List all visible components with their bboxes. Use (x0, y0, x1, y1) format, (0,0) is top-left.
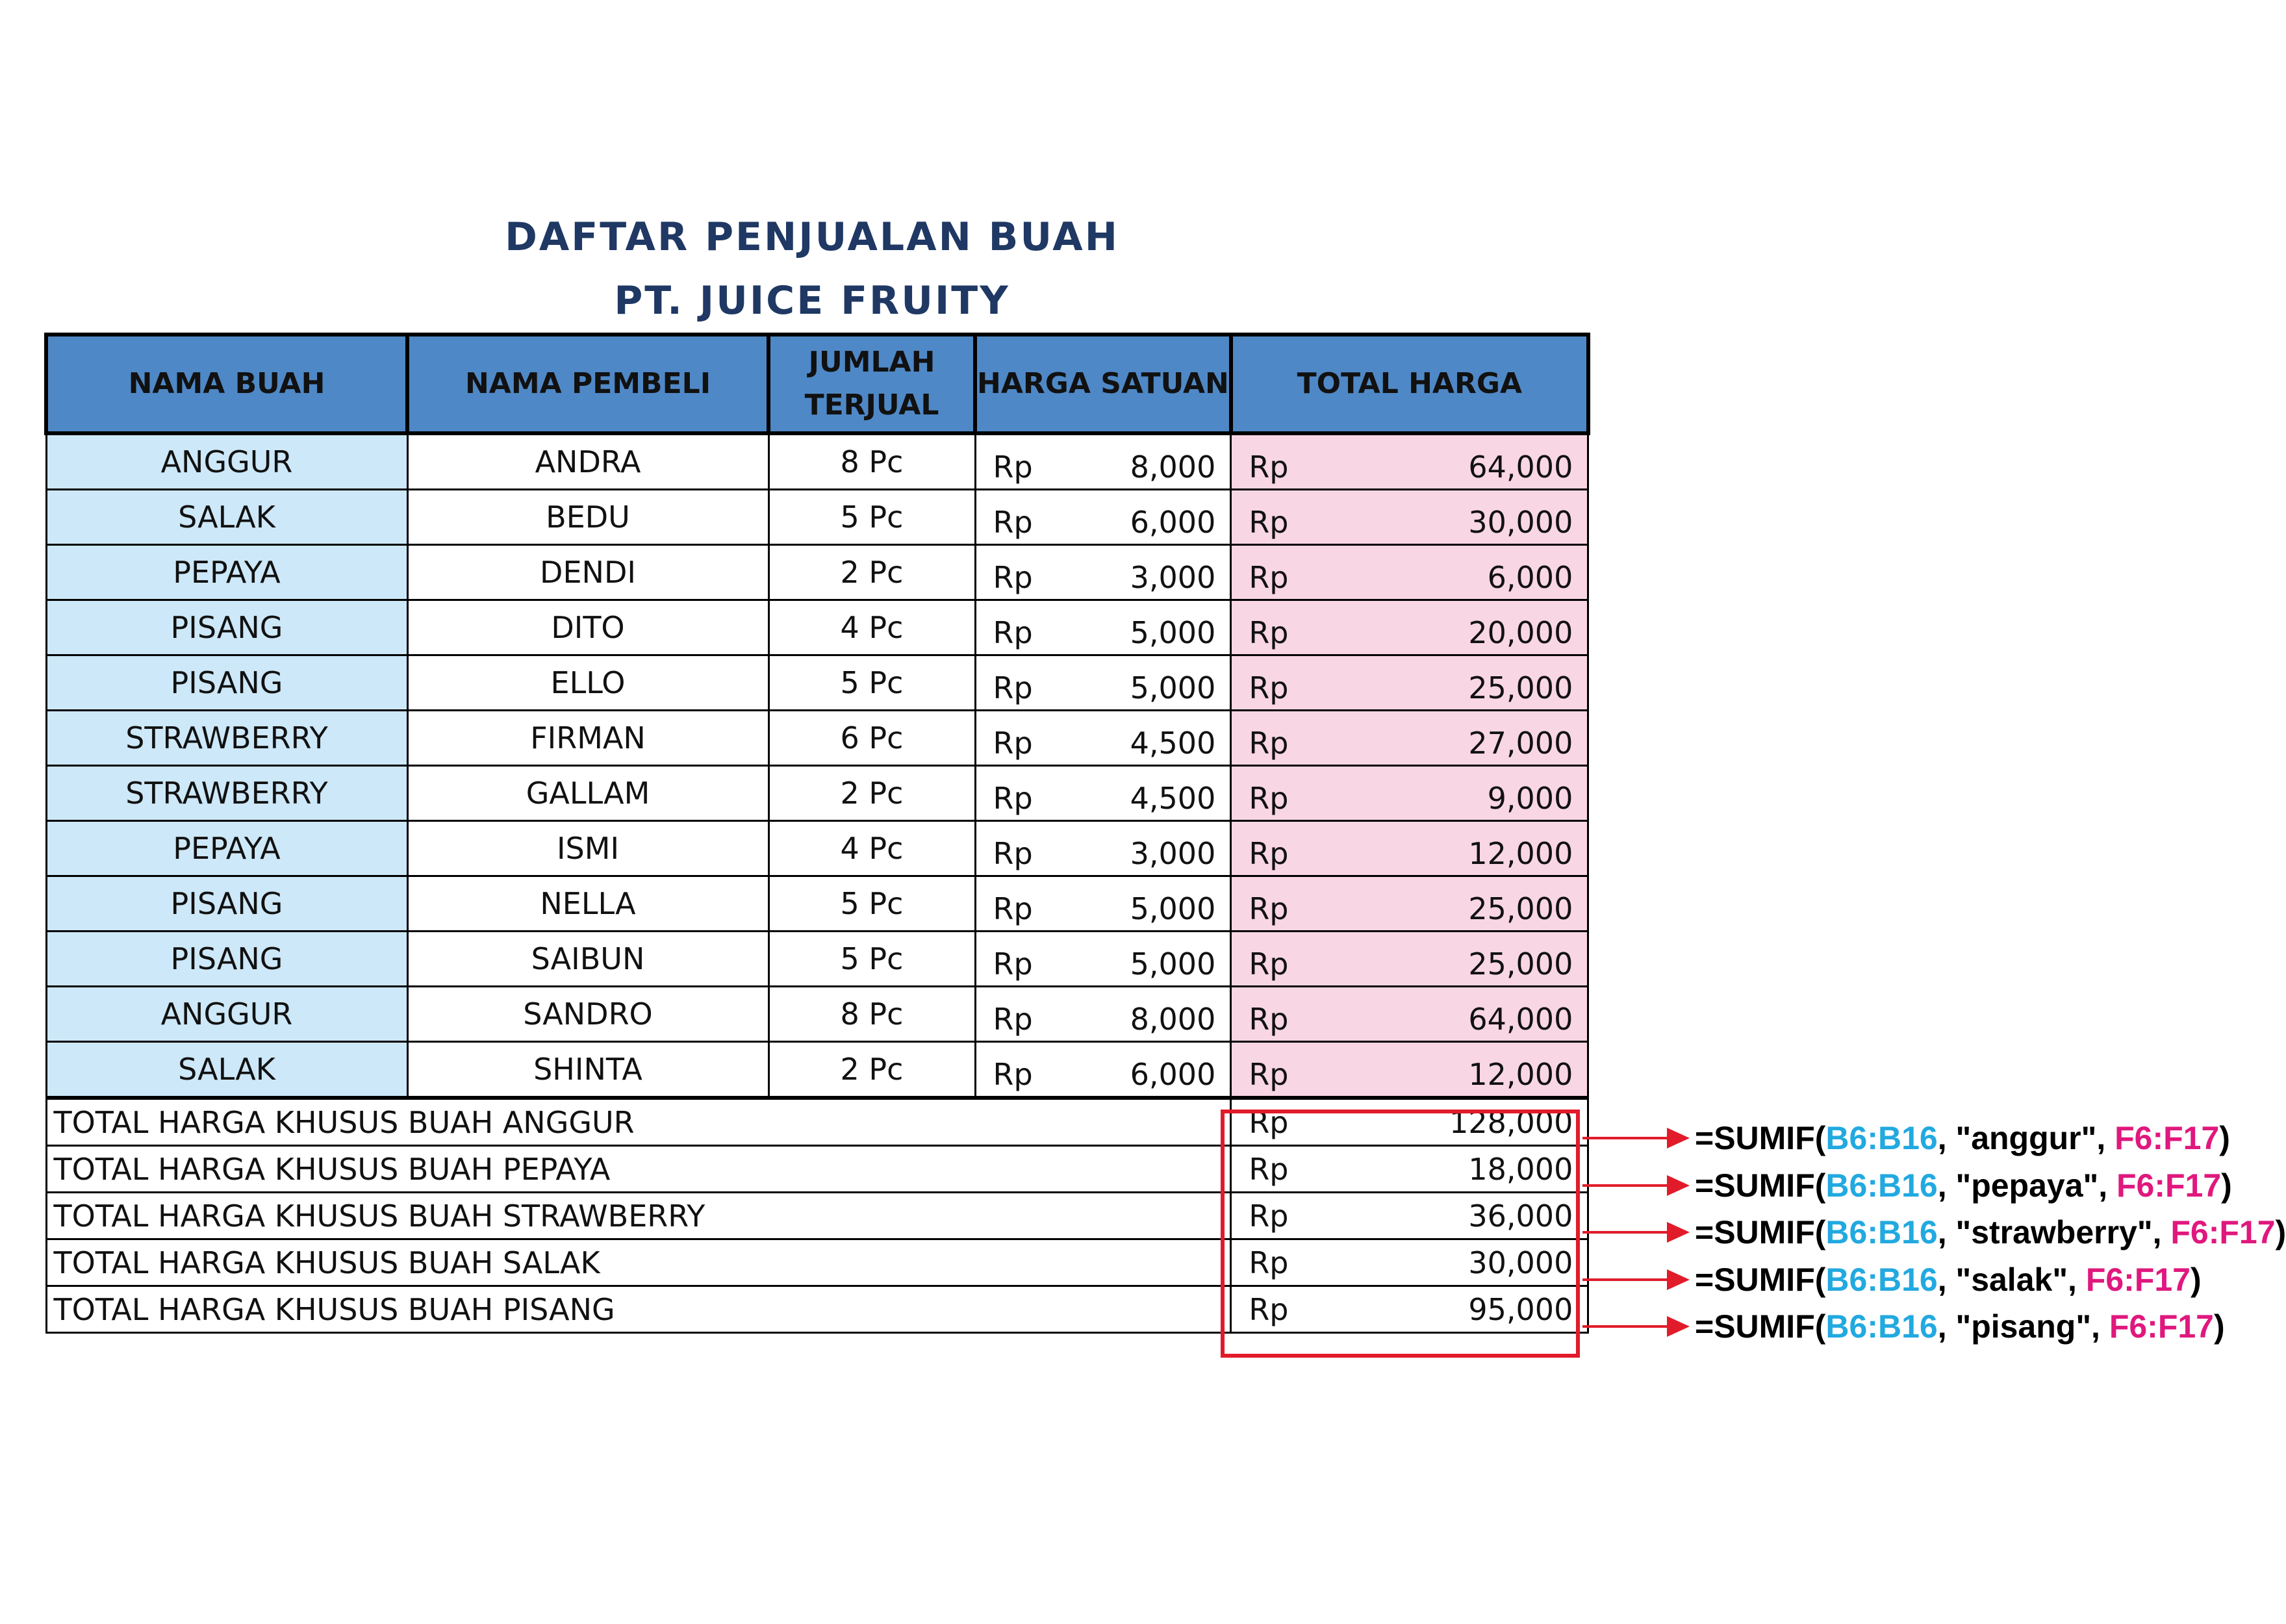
cell-jumlah-terjual[interactable]: 2 Pc (768, 766, 975, 821)
cell-nama-pembeli[interactable]: SANDRO (407, 987, 768, 1042)
currency-label: Rp (1249, 726, 1289, 761)
cell-nama-pembeli[interactable]: ELLO (407, 655, 768, 711)
currency-label: Rp (1249, 1002, 1289, 1037)
cell-harga-satuan[interactable] (975, 876, 1231, 932)
cell-nama-pembeli[interactable]: SAIBUN (407, 932, 768, 987)
currency-label: Rp (993, 891, 1033, 926)
harga-value: 5,000 (1130, 946, 1216, 982)
summary-total[interactable] (1231, 1146, 1588, 1193)
cell-total-harga[interactable] (1231, 821, 1588, 876)
currency-label: Rp (1249, 891, 1289, 926)
harga-value: 5,000 (1130, 891, 1216, 926)
total-value: 12,000 (1468, 1057, 1573, 1092)
criteria-text: , "anggur", (1937, 1120, 2115, 1156)
company-name: PT. JUICE FRUITY (614, 278, 1010, 324)
formula-annotation (1582, 1163, 2232, 1208)
currency-label: Rp (1249, 450, 1289, 485)
header-total-harga[interactable]: TOTAL HARGA (1231, 335, 1588, 433)
sum-range: F6:F17 (2170, 1214, 2276, 1250)
sum-range: F6:F17 (2109, 1308, 2214, 1345)
table-row (46, 711, 1588, 766)
harga-value: 8,000 (1130, 450, 1216, 485)
sheet-title: DAFTAR PENJUALAN BUAH (505, 214, 1119, 260)
total-value: 25,000 (1468, 670, 1573, 705)
header-harga-satuan[interactable]: HARGA SATUAN (975, 335, 1231, 433)
table-row (46, 932, 1588, 987)
header-jumlah-terjual[interactable]: JUMLAH TERJUAL (768, 335, 975, 433)
cell-jumlah-terjual[interactable]: 2 Pc (768, 545, 975, 600)
cell-total-harga[interactable] (1231, 490, 1588, 545)
harga-value: 8,000 (1130, 1002, 1216, 1037)
harga-value: 4,500 (1130, 726, 1216, 761)
cell-total-harga[interactable] (1231, 766, 1588, 821)
criteria-text: , "strawberry", (1937, 1214, 2171, 1250)
formula-annotation (1582, 1115, 2230, 1161)
formula-prefix: =SUMIF( (1695, 1120, 1826, 1156)
currency-label: Rp (993, 1057, 1033, 1092)
cell-harga-satuan[interactable] (975, 766, 1231, 821)
cell-harga-satuan[interactable] (975, 490, 1231, 545)
summary-label[interactable]: TOTAL HARGA KHUSUS BUAH PEPAYA (46, 1146, 1231, 1193)
cell-nama-pembeli[interactable]: GALLAM (407, 766, 768, 821)
criteria-text: , "salak", (1937, 1261, 2086, 1298)
formula-prefix: =SUMIF( (1695, 1214, 1826, 1250)
currency-label: Rp (1249, 1291, 1289, 1327)
cell-harga-satuan[interactable] (975, 987, 1231, 1042)
table-row (46, 545, 1588, 600)
formula-prefix: =SUMIF( (1695, 1261, 1826, 1298)
cell-jumlah-terjual[interactable]: 5 Pc (768, 655, 975, 711)
cell-jumlah-terjual[interactable]: 8 Pc (768, 433, 975, 490)
total-value: 30,000 (1468, 505, 1573, 540)
sum-range: F6:F17 (2085, 1261, 2191, 1298)
cell-total-harga[interactable] (1231, 876, 1588, 932)
cell-harga-satuan[interactable] (975, 433, 1231, 490)
formula-suffix: ) (2221, 1167, 2232, 1204)
sumif-formula (1695, 1119, 2230, 1157)
header-row (46, 335, 1588, 433)
currency-label: Rp (1249, 505, 1289, 540)
table-row (46, 876, 1588, 932)
currency-label: Rp (1249, 1057, 1289, 1092)
summary-label[interactable]: TOTAL HARGA KHUSUS BUAH SALAK (46, 1239, 1231, 1286)
summary-label[interactable]: TOTAL HARGA KHUSUS BUAH PISANG (46, 1286, 1231, 1333)
arrow-right-icon (1582, 1313, 1690, 1339)
sumif-formula (1695, 1213, 2286, 1251)
criteria-range: B6:B16 (1825, 1167, 1938, 1204)
summary-row (46, 1146, 1588, 1193)
criteria-text: , "pisang", (1937, 1308, 2109, 1345)
currency-label: Rp (1249, 1151, 1289, 1187)
harga-value: 3,000 (1130, 560, 1216, 595)
harga-value: 6,000 (1130, 1057, 1216, 1092)
total-value: 64,000 (1468, 1002, 1573, 1037)
formula-annotation (1582, 1210, 2286, 1255)
criteria-range: B6:B16 (1825, 1308, 1938, 1345)
sum-range: F6:F17 (2115, 1120, 2220, 1156)
currency-label: Rp (1249, 1198, 1289, 1234)
cell-nama-buah[interactable]: STRAWBERRY (46, 766, 407, 821)
cell-jumlah-terjual[interactable]: 5 Pc (768, 932, 975, 987)
summary-row (46, 1193, 1588, 1239)
total-value: 20,000 (1468, 615, 1573, 650)
currency-label: Rp (993, 836, 1033, 871)
cell-total-harga[interactable] (1231, 433, 1588, 490)
arrow-right-icon (1582, 1173, 1690, 1199)
cell-total-harga[interactable] (1231, 932, 1588, 987)
formula-annotation (1582, 1304, 2225, 1349)
cell-jumlah-terjual[interactable]: 5 Pc (768, 876, 975, 932)
summary-total[interactable] (1231, 1239, 1588, 1286)
cell-nama-buah[interactable]: ANGGUR (46, 987, 407, 1042)
currency-label: Rp (993, 946, 1033, 982)
criteria-range: B6:B16 (1825, 1261, 1938, 1298)
cell-nama-buah[interactable]: SALAK (46, 1042, 407, 1098)
arrow-right-icon (1582, 1267, 1690, 1293)
cell-nama-buah[interactable]: PISANG (46, 600, 407, 655)
cell-total-harga[interactable] (1231, 545, 1588, 600)
sumif-formula (1695, 1308, 2225, 1345)
currency-label: Rp (1249, 560, 1289, 595)
currency-label: Rp (1249, 836, 1289, 871)
summary-total[interactable] (1231, 1098, 1588, 1146)
header-nama-pembeli[interactable]: NAMA PEMBELI (407, 335, 768, 433)
sum-range: F6:F17 (2116, 1167, 2222, 1204)
cell-total-harga[interactable] (1231, 1042, 1588, 1098)
currency-label: Rp (993, 505, 1033, 540)
header-nama-buah[interactable]: NAMA BUAH (46, 335, 407, 433)
formula-suffix: ) (2214, 1308, 2225, 1345)
summary-total-value: 128,000 (1449, 1104, 1573, 1140)
summary-row (46, 1098, 1588, 1146)
currency-label: Rp (1249, 615, 1289, 650)
cell-jumlah-terjual[interactable]: 4 Pc (768, 600, 975, 655)
table-row (46, 433, 1588, 490)
cell-jumlah-terjual[interactable]: 8 Pc (768, 987, 975, 1042)
currency-label: Rp (1249, 946, 1289, 982)
table-row (46, 821, 1588, 876)
cell-nama-pembeli[interactable]: ANDRA (407, 433, 768, 490)
cell-nama-pembeli[interactable]: SHINTA (407, 1042, 768, 1098)
summary-total-value: 30,000 (1468, 1245, 1573, 1280)
total-value: 12,000 (1468, 836, 1573, 871)
table-row (46, 600, 1588, 655)
total-value: 9,000 (1487, 781, 1573, 816)
cell-nama-pembeli[interactable]: BEDU (407, 490, 768, 545)
cell-nama-pembeli[interactable]: DITO (407, 600, 768, 655)
formula-annotation (1582, 1257, 2202, 1302)
currency-label: Rp (1249, 781, 1289, 816)
arrow-right-icon (1582, 1125, 1690, 1151)
table-row (46, 987, 1588, 1042)
summary-label[interactable]: TOTAL HARGA KHUSUS BUAH ANGGUR (46, 1098, 1231, 1146)
cell-total-harga[interactable] (1231, 600, 1588, 655)
table-row (46, 1042, 1588, 1098)
cell-total-harga[interactable] (1231, 711, 1588, 766)
harga-value: 5,000 (1130, 615, 1216, 650)
cell-total-harga[interactable] (1231, 655, 1588, 711)
currency-label: Rp (1249, 670, 1289, 705)
currency-label: Rp (993, 726, 1033, 761)
total-value: 25,000 (1468, 891, 1573, 926)
cell-nama-pembeli[interactable]: FIRMAN (407, 711, 768, 766)
formula-suffix: ) (2219, 1120, 2230, 1156)
formula-prefix: =SUMIF( (1695, 1308, 1826, 1345)
sumif-formula (1695, 1167, 2232, 1204)
currency-label: Rp (993, 560, 1033, 595)
arrow-right-icon (1582, 1219, 1690, 1245)
cell-nama-buah[interactable]: PISANG (46, 876, 407, 932)
cell-nama-buah[interactable]: PEPAYA (46, 821, 407, 876)
cell-harga-satuan[interactable] (975, 821, 1231, 876)
criteria-text: , "pepaya", (1937, 1167, 2116, 1204)
currency-label: Rp (993, 450, 1033, 485)
formula-suffix: ) (2275, 1214, 2286, 1250)
cell-harga-satuan[interactable] (975, 655, 1231, 711)
summary-total-value: 95,000 (1468, 1291, 1573, 1327)
cell-nama-buah[interactable]: PEPAYA (46, 545, 407, 600)
cell-nama-pembeli[interactable]: ISMI (407, 821, 768, 876)
cell-jumlah-terjual[interactable]: 5 Pc (768, 490, 975, 545)
total-value: 27,000 (1468, 726, 1573, 761)
currency-label: Rp (1249, 1104, 1289, 1140)
cell-jumlah-terjual[interactable]: 4 Pc (768, 821, 975, 876)
cell-total-harga[interactable] (1231, 987, 1588, 1042)
summary-total-value: 18,000 (1468, 1151, 1573, 1187)
cell-harga-satuan[interactable] (975, 1042, 1231, 1098)
harga-value: 4,500 (1130, 781, 1216, 816)
sales-table (44, 333, 1590, 1334)
cell-harga-satuan[interactable] (975, 932, 1231, 987)
cell-harga-satuan[interactable] (975, 711, 1231, 766)
cell-nama-buah[interactable]: SALAK (46, 490, 407, 545)
summary-row (46, 1286, 1588, 1333)
total-value: 25,000 (1468, 946, 1573, 982)
criteria-range: B6:B16 (1825, 1214, 1938, 1250)
formula-prefix: =SUMIF( (1695, 1167, 1826, 1204)
currency-label: Rp (993, 615, 1033, 650)
summary-total[interactable] (1231, 1286, 1588, 1333)
harga-value: 3,000 (1130, 836, 1216, 871)
harga-value: 5,000 (1130, 670, 1216, 705)
cell-jumlah-terjual[interactable]: 2 Pc (768, 1042, 975, 1098)
cell-harga-satuan[interactable] (975, 600, 1231, 655)
summary-total-value: 36,000 (1468, 1198, 1573, 1234)
summary-total[interactable] (1231, 1193, 1588, 1239)
summary-label[interactable]: TOTAL HARGA KHUSUS BUAH STRAWBERRY (46, 1193, 1231, 1239)
currency-label: Rp (993, 1002, 1033, 1037)
cell-nama-buah[interactable]: ANGGUR (46, 433, 407, 490)
table-row (46, 766, 1588, 821)
currency-label: Rp (993, 670, 1033, 705)
cell-nama-buah[interactable]: PISANG (46, 932, 407, 987)
cell-harga-satuan[interactable] (975, 545, 1231, 600)
cell-nama-pembeli[interactable]: NELLA (407, 876, 768, 932)
criteria-range: B6:B16 (1825, 1120, 1938, 1156)
cell-nama-buah[interactable]: PISANG (46, 655, 407, 711)
summary-row (46, 1239, 1588, 1286)
currency-label: Rp (1249, 1245, 1289, 1280)
formula-suffix: ) (2190, 1261, 2202, 1298)
total-value: 64,000 (1468, 450, 1573, 485)
cell-nama-pembeli[interactable]: DENDI (407, 545, 768, 600)
sumif-formula (1695, 1261, 2202, 1299)
cell-nama-buah[interactable]: STRAWBERRY (46, 711, 407, 766)
table-row (46, 490, 1588, 545)
cell-jumlah-terjual[interactable]: 6 Pc (768, 711, 975, 766)
harga-value: 6,000 (1130, 505, 1216, 540)
currency-label: Rp (993, 781, 1033, 816)
table-row (46, 655, 1588, 711)
total-value: 6,000 (1487, 560, 1573, 595)
